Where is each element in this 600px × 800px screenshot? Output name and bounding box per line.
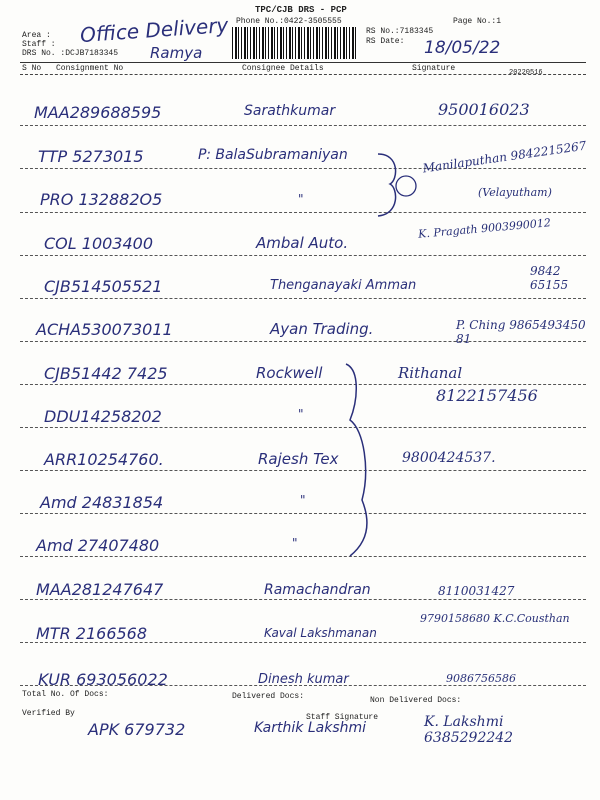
header-separator: [20, 62, 586, 63]
row-consignment: DDU14258202: [44, 407, 162, 426]
row-consignee: Rockwell: [256, 364, 323, 382]
document-title: TPC/CJB DRS - PCP: [255, 5, 347, 15]
row-rule: [20, 384, 586, 385]
row-consignment: Amd 27407480: [36, 536, 160, 555]
row-rule: [20, 125, 586, 126]
row-rule: [20, 212, 586, 213]
row-rule: [20, 168, 586, 169]
header-bottom-rule: [20, 74, 586, 75]
row-signature: 950016023: [438, 100, 530, 119]
rs-date-label: RS Date:: [366, 37, 405, 46]
row-signature: K. Pragath 9003990012: [417, 216, 552, 241]
total-docs-label: Total No. Of Docs:: [22, 690, 109, 699]
barcode: [232, 27, 358, 59]
row-rule: [20, 298, 586, 299]
row-rule: [20, 513, 586, 514]
row-consignee: ": [298, 407, 304, 421]
date-stamp: 20220516: [509, 69, 543, 77]
area-label: Area :: [22, 31, 51, 40]
row-consignee: Dinesh kumar: [258, 672, 349, 687]
row-rule: [20, 427, 586, 428]
row-consignee: Sarathkumar: [244, 103, 336, 119]
row-consignment: ACHA530073011: [36, 320, 173, 339]
row-consignment: ARR10254760.: [44, 450, 164, 469]
row-consignee: ": [300, 493, 306, 507]
row-consignment: Amd 24831854: [40, 493, 164, 512]
row-signature: 9086756586: [446, 672, 516, 685]
row-signature: 9790158680 K.C.Cousthan: [420, 612, 570, 625]
row-signature: 8122157456: [436, 386, 538, 405]
row-consignee: Ayan Trading.: [270, 320, 374, 338]
row-consignment: CJB514505521: [44, 277, 163, 296]
row-consignment: TTP 5273015: [38, 147, 144, 166]
row-consignee: Ambal Auto.: [256, 234, 349, 252]
hw-staff-signature: K. Lakshmi 6385292242: [424, 714, 514, 746]
row-consignee: ": [292, 536, 298, 550]
staff-label: Staff :: [22, 40, 56, 49]
col-consignment: Consignment No: [56, 64, 124, 73]
row-consignment: MAA289688595: [34, 103, 162, 122]
row-consignee: P: BalaSubramaniyan: [198, 147, 348, 163]
phone-number: Phone No.:0422-3505555: [236, 17, 342, 26]
non-delivered-docs-label: Non Delivered Docs:: [370, 696, 462, 705]
row-consignee: Kaval Lakshmanan: [264, 626, 377, 640]
row-signature: (Velayutham): [478, 186, 552, 199]
col-signature: Signature: [412, 64, 456, 73]
hw-staff: Ramya: [150, 44, 203, 62]
hw-area: Office Delivery: [79, 12, 230, 48]
rs-number: RS No.:7183345: [366, 27, 434, 36]
staff-signature-label: Staff Signature: [306, 713, 379, 722]
col-sno: S No: [22, 64, 42, 73]
row-signature: 9842 65155: [530, 264, 569, 292]
row-consignment: PRO 132882O5: [40, 190, 163, 209]
row-rule: [20, 255, 586, 256]
row-rule: [20, 470, 586, 471]
hw-staff-name: Karthik Lakshmi: [254, 720, 367, 736]
row-consignment: MAA281247647: [36, 580, 164, 599]
page-number: Page No.:1: [453, 17, 502, 26]
group-brace: [370, 150, 420, 220]
row-rule: [20, 556, 586, 557]
row-consignee: Ramachandran: [264, 582, 371, 598]
row-consignment: CJB51442 7425: [44, 364, 168, 383]
row-rule: [20, 599, 586, 600]
row-consignee: Rajesh Tex: [258, 450, 339, 468]
group-brace: [340, 360, 390, 560]
verified-by-label: Verified By: [22, 709, 75, 718]
col-consignee: Consignee Details: [242, 64, 324, 73]
row-consignment: KUR 693056022: [38, 670, 168, 689]
row-signature: Manilaputhan 9842215267: [421, 138, 588, 176]
hw-verified-by: APK 679732: [88, 720, 186, 739]
drs-number: DRS No. :DCJB7183345: [22, 49, 119, 58]
row-signature: Rithanal: [398, 364, 463, 382]
hw-date: 18/05/22: [424, 38, 501, 58]
row-signature: P. Ching 9865493450 81: [456, 318, 586, 346]
row-consignee: Thenganayaki Amman: [270, 278, 417, 293]
row-consignment: MTR 2166568: [36, 624, 148, 643]
row-signature: 8110031427: [438, 584, 515, 598]
row-consignee: ": [298, 192, 304, 206]
row-consignment: COL 1003400: [44, 234, 154, 253]
row-signature: 9800424537.: [402, 450, 496, 466]
delivered-docs-label: Delivered Docs:: [232, 692, 305, 701]
